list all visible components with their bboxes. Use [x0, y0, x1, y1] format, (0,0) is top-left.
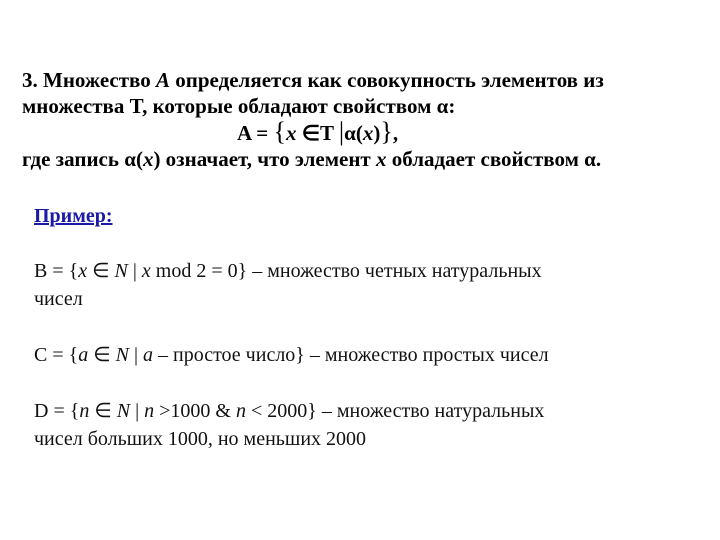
example-set-d: D = {n ∈ N | n >1000 & n < 2000} – множество натуральных чисел больших 1000, но меньших 2000 [34, 400, 545, 450]
item-number: 3. [22, 68, 38, 92]
set-formula: A = {x ∈T |α(x)}, [237, 117, 399, 146]
definition-line-4: где запись α(x) означает, что элемент x обладает свойством α. [22, 147, 602, 171]
set-a: A [156, 68, 171, 92]
example-heading: Пример: [34, 205, 113, 227]
example-set-b: B = {x ∈ N | x mod 2 = 0} – множество четных натуральных чисел [34, 260, 542, 310]
definition-line-1: 3. Множество A определяется как совокупность элементов из [22, 68, 604, 92]
example-set-c: C = {a ∈ N | a – простое число} – множество простых чисел [34, 344, 549, 366]
brace-close: } [380, 117, 393, 146]
brace-open: { [273, 117, 286, 146]
separator-bar: | [338, 117, 345, 146]
definition-block [22, 67, 712, 172]
definition-line-2: множества T, которые обладают свойством α: [22, 94, 456, 118]
